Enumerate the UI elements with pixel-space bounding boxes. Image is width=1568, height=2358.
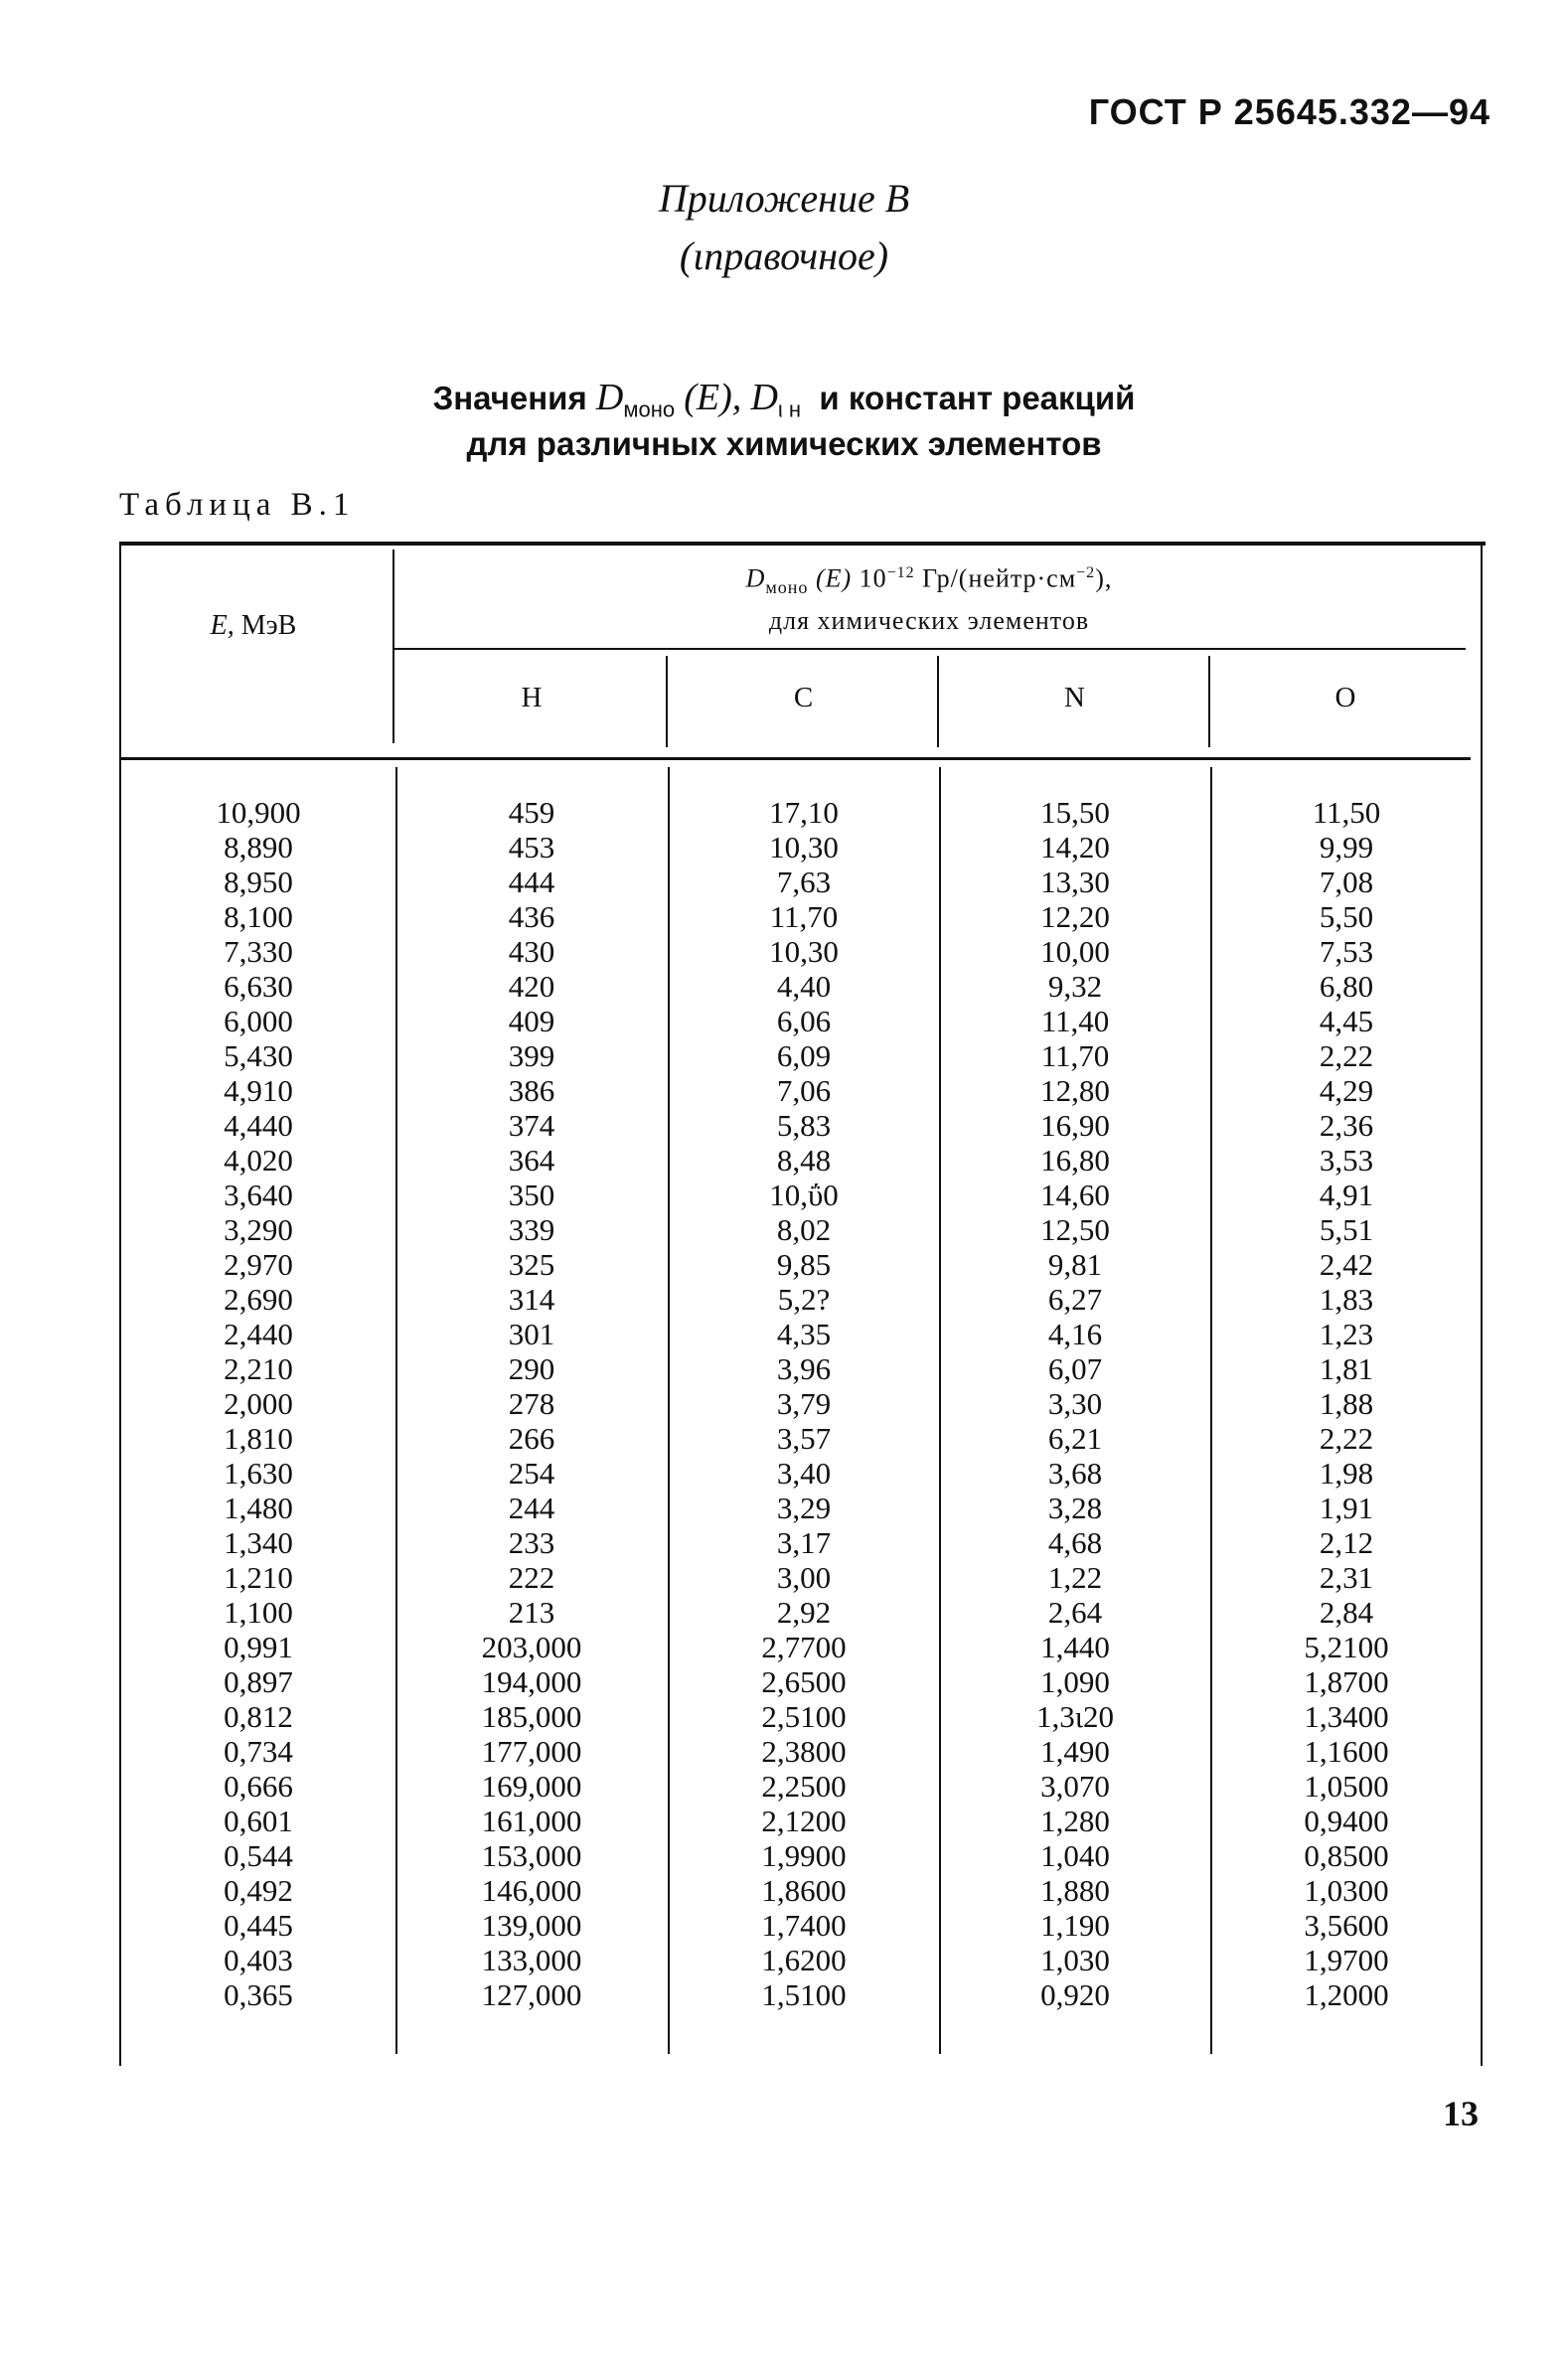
table-cell: 4,29 xyxy=(1319,1073,1374,1108)
table-cell: 3,290 xyxy=(224,1212,293,1247)
table-cell: 2,12 xyxy=(1319,1525,1374,1560)
table-cell: 0,734 xyxy=(224,1734,293,1769)
table-cell: 1,210 xyxy=(224,1560,293,1595)
table-cell: 5,50 xyxy=(1319,899,1374,934)
table-cell: 5,430 xyxy=(224,1038,293,1073)
table-cell: 0,812 xyxy=(224,1699,293,1734)
table-cell: 459 xyxy=(508,795,555,830)
table-cell: 1,280 xyxy=(1040,1804,1110,1838)
table-cell: 0,445 xyxy=(224,1908,293,1943)
table-cell: 5,83 xyxy=(776,1108,832,1143)
table-cell: 4,020 xyxy=(224,1143,293,1178)
table-cell: 4,440 xyxy=(224,1108,293,1143)
table-cell: 3,57 xyxy=(776,1421,832,1456)
table-cell: 2,84 xyxy=(1319,1595,1374,1630)
table-cell: 3,00 xyxy=(776,1560,832,1595)
table-cell: 1,040 xyxy=(1040,1838,1110,1873)
table-cell: 2,3800 xyxy=(761,1734,847,1769)
table-cell: 420 xyxy=(508,969,555,1004)
table-cell: 6,21 xyxy=(1047,1421,1103,1456)
table-cell: 301 xyxy=(508,1317,555,1351)
table-cell: 0,666 xyxy=(224,1769,293,1804)
table-cell: 2,5100 xyxy=(761,1699,847,1734)
table-title-line-2: для различных химических элементов xyxy=(466,425,1102,462)
table-cell: 1,5100 xyxy=(761,1977,847,2012)
table-cell: 0,544 xyxy=(224,1838,293,1873)
table-cell: 350 xyxy=(508,1178,555,1212)
table-right-border xyxy=(1481,546,1483,2066)
table-cell: 177,000 xyxy=(481,1734,582,1769)
table-cell: 2,970 xyxy=(224,1247,293,1282)
table-cell: 6,27 xyxy=(1047,1282,1103,1317)
dose-subscript: моно xyxy=(765,576,809,597)
table-cell: 1,8700 xyxy=(1304,1664,1389,1699)
table-left-border xyxy=(119,546,121,2066)
table-cell: 2,31 xyxy=(1319,1560,1374,1595)
table-cell: 11,70 xyxy=(1040,1038,1110,1073)
dose-header-line-2: для химических элементов xyxy=(768,605,1090,635)
table-cell: 1,630 xyxy=(224,1456,293,1491)
table-cell: 2,7700 xyxy=(761,1630,847,1664)
table-cell: 10,900 xyxy=(216,795,301,830)
table-cell: 0,365 xyxy=(224,1977,293,2012)
table-cell: 1,190 xyxy=(1040,1908,1110,1943)
table-cell: 0,8500 xyxy=(1304,1838,1389,1873)
table-cell: 8,02 xyxy=(776,1212,832,1247)
table-cell: 7,53 xyxy=(1319,934,1374,969)
table-cell: 194,000 xyxy=(481,1664,582,1699)
table-cell: 14,60 xyxy=(1040,1178,1110,1212)
table-cell: 1,2000 xyxy=(1304,1977,1389,2012)
table-cell: 1,340 xyxy=(224,1525,293,1560)
appendix-subtitle: (ιправочное) xyxy=(679,234,889,278)
title-e-argument: (E), xyxy=(684,377,742,418)
energy-column-header xyxy=(119,610,388,642)
table-cell: 133,000 xyxy=(481,1943,582,1977)
table-cell: 1,0500 xyxy=(1304,1769,1389,1804)
dose-symbol: D xyxy=(745,563,766,593)
table-cell: 6,07 xyxy=(1047,1351,1103,1386)
table-top-rule xyxy=(119,542,1486,546)
table-cell: 15,50 xyxy=(1040,795,1110,830)
table-cell: 4,91 xyxy=(1319,1178,1374,1212)
hydrogen-column xyxy=(397,795,666,2012)
column-header-o: O xyxy=(1334,682,1356,713)
table-cell: 233 xyxy=(508,1525,555,1560)
table-cell: 1,9900 xyxy=(761,1838,847,1873)
table-cell: 1,3400 xyxy=(1304,1699,1389,1734)
table-cell: 2,210 xyxy=(224,1351,293,1386)
table-cell: 2,6500 xyxy=(761,1664,847,1699)
table-cell: 278 xyxy=(508,1386,555,1421)
table-cell: 2,000 xyxy=(224,1386,293,1421)
table-cell: 325 xyxy=(508,1247,555,1282)
table-cell: 1,030 xyxy=(1040,1943,1110,1977)
column-header-n: N xyxy=(1064,682,1085,713)
dose-argument: (E) xyxy=(815,563,853,593)
table-cell: 12,20 xyxy=(1040,899,1110,934)
table-cell: 7,63 xyxy=(776,865,832,899)
table-cell: 2,690 xyxy=(224,1282,293,1317)
nitrogen-column xyxy=(941,795,1209,2012)
dose-header-line-1 xyxy=(392,556,1466,604)
title-suffix: и констант реакций xyxy=(819,380,1136,416)
table-cell: 161,000 xyxy=(481,1804,582,1838)
table-cell: 3,29 xyxy=(776,1491,832,1525)
table-cell: 10,30 xyxy=(769,934,839,969)
table-cell: 339 xyxy=(508,1212,555,1247)
table-cell: 0,492 xyxy=(224,1873,293,1908)
table-cell: 0,403 xyxy=(224,1943,293,1977)
table-cell: 6,630 xyxy=(224,969,293,1004)
table-cell: 254 xyxy=(508,1456,555,1491)
table-cell: 1,100 xyxy=(224,1595,293,1630)
table-cell: 3,17 xyxy=(776,1525,832,1560)
table-cell: 6,80 xyxy=(1319,969,1374,1004)
table-cell: 8,950 xyxy=(224,865,293,899)
table-cell: 1,490 xyxy=(1040,1734,1110,1769)
table-cell: 7,330 xyxy=(224,934,293,969)
table-cell: 11,40 xyxy=(1040,1004,1110,1038)
table-cell: 153,000 xyxy=(481,1838,582,1873)
table-cell: 7,08 xyxy=(1319,865,1374,899)
table-cell: 1,090 xyxy=(1040,1664,1110,1699)
column-header-c: C xyxy=(793,682,814,713)
table-title-line-1 xyxy=(0,376,1568,423)
table-cell: 3,53 xyxy=(1319,1143,1374,1178)
table-cell: 444 xyxy=(508,865,555,899)
table-cell: 364 xyxy=(508,1143,555,1178)
table-cell: 16,90 xyxy=(1040,1108,1110,1143)
table-cell: 430 xyxy=(508,934,555,969)
table-cell: 1,91 xyxy=(1319,1491,1374,1525)
table-cell: 3,30 xyxy=(1047,1386,1103,1421)
title-d2-subscript: ι н xyxy=(777,396,802,422)
table-cell: 222 xyxy=(508,1560,555,1595)
table-cell: 314 xyxy=(508,1282,555,1317)
table-cell: 2,440 xyxy=(224,1317,293,1351)
table-cell: 17,10 xyxy=(769,795,839,830)
table-cell: 146,000 xyxy=(481,1873,582,1908)
dose-units-end: ), xyxy=(1095,563,1113,593)
table-cell: 4,910 xyxy=(224,1073,293,1108)
table-cell: 3,070 xyxy=(1040,1769,1110,1804)
table-cell: 290 xyxy=(508,1351,555,1386)
table-cell: 1,7400 xyxy=(761,1908,847,1943)
table-cell: 1,480 xyxy=(224,1491,293,1525)
document-code: ГОСТ Р 25645.332—94 xyxy=(1088,91,1490,132)
table-cell: 1,880 xyxy=(1040,1873,1110,1908)
table-cell: 409 xyxy=(508,1004,555,1038)
table-cell: 2,42 xyxy=(1319,1247,1374,1282)
table-cell: 2,2500 xyxy=(761,1769,847,1804)
table-cell: 12,50 xyxy=(1040,1212,1110,1247)
table-cell: 4,68 xyxy=(1047,1525,1103,1560)
table-cell: 1,1600 xyxy=(1304,1734,1389,1769)
table-cell: 3,40 xyxy=(776,1456,832,1491)
title-d2-symbol: D xyxy=(750,377,778,418)
table-cell: 4,35 xyxy=(776,1317,832,1351)
energy-column xyxy=(139,795,378,2012)
table-cell: 6,06 xyxy=(776,1004,832,1038)
table-cell: 8,48 xyxy=(776,1143,832,1178)
table-cell: 5,2100 xyxy=(1304,1630,1389,1664)
table-cell: 1,6200 xyxy=(761,1943,847,1977)
table-cell: 9,99 xyxy=(1319,830,1374,865)
table-cell: 6,09 xyxy=(776,1038,832,1073)
table-cell: 4,40 xyxy=(776,969,832,1004)
dose-units-exponent: −2 xyxy=(1076,564,1096,581)
table-cell: 5,51 xyxy=(1319,1212,1374,1247)
table-cell: 1,0300 xyxy=(1304,1873,1389,1908)
table-cell: 436 xyxy=(508,899,555,934)
table-cell: 1,8600 xyxy=(761,1873,847,1908)
dose-scale-exponent: −12 xyxy=(886,564,915,581)
table-cell: 2,92 xyxy=(776,1595,832,1630)
table-cell: 2,22 xyxy=(1319,1038,1374,1073)
table-cell: 0,897 xyxy=(224,1664,293,1699)
table-cell: 1,23 xyxy=(1319,1317,1374,1351)
table-cell: 1,3ι20 xyxy=(1035,1699,1115,1734)
table-cell: 8,890 xyxy=(224,830,293,865)
table-cell: 16,80 xyxy=(1040,1143,1110,1178)
energy-symbol: E, xyxy=(210,610,235,641)
table-cell: 9,32 xyxy=(1047,969,1103,1004)
table-cell: 0,9400 xyxy=(1304,1804,1389,1838)
table-cell: 244 xyxy=(508,1491,555,1525)
table-cell: 213 xyxy=(508,1595,555,1630)
table-cell: 1,440 xyxy=(1040,1630,1110,1664)
table-cell: 10,30 xyxy=(769,830,839,865)
table-cell: 2,1200 xyxy=(761,1804,847,1838)
table-cell: 12,80 xyxy=(1040,1073,1110,1108)
table-cell: 10,ΰ0 xyxy=(769,1178,839,1212)
table-cell: 3,96 xyxy=(776,1351,832,1386)
table-cell: 11,50 xyxy=(1312,795,1381,830)
title-prefix: Значения xyxy=(432,380,587,416)
table-cell: 185,000 xyxy=(481,1699,582,1734)
dose-column-group-header xyxy=(392,556,1466,638)
table-cell: 266 xyxy=(508,1421,555,1456)
page-number: 13 xyxy=(1443,2094,1479,2133)
table-cell: 7,06 xyxy=(776,1073,832,1108)
table-cell: 1,88 xyxy=(1319,1386,1374,1421)
table-cell: 4,16 xyxy=(1047,1317,1103,1351)
table-cell: 3,640 xyxy=(224,1178,293,1212)
carbon-column xyxy=(670,795,938,2012)
table-cell: 14,20 xyxy=(1040,830,1110,865)
header-bottom-rule xyxy=(119,757,1471,760)
table-cell: 9,85 xyxy=(776,1247,832,1282)
table-cell: 3,5600 xyxy=(1304,1908,1389,1943)
table-cell: 1,810 xyxy=(224,1421,293,1456)
table-cell: 453 xyxy=(508,830,555,865)
table-cell: 1,9700 xyxy=(1304,1943,1389,1977)
table-cell: 374 xyxy=(508,1108,555,1143)
table-cell: 3,68 xyxy=(1047,1456,1103,1491)
table-cell: 1,98 xyxy=(1319,1456,1374,1491)
table-cell: 3,28 xyxy=(1047,1491,1103,1525)
table-cell: 2,36 xyxy=(1319,1108,1374,1143)
header-subrule xyxy=(392,648,1466,650)
table-cell: 127,000 xyxy=(481,1977,582,2012)
table-cell: 139,000 xyxy=(481,1908,582,1943)
column-header-h: H xyxy=(521,682,543,713)
table-cell: 5,2? xyxy=(777,1282,831,1317)
table-cell: 6,000 xyxy=(224,1004,293,1038)
energy-unit: МэВ xyxy=(240,610,297,641)
table-cell: 9,81 xyxy=(1047,1247,1103,1282)
table-cell: 203,000 xyxy=(481,1630,582,1664)
table-cell: 13,30 xyxy=(1040,865,1110,899)
table-cell: 169,000 xyxy=(481,1769,582,1804)
table-cell: 10,00 xyxy=(1040,934,1110,969)
title-d-subscript: моно xyxy=(623,396,676,422)
dose-units: Гр/(нейтр·см xyxy=(922,563,1077,593)
table-cell: 0,991 xyxy=(224,1630,293,1664)
title-d-symbol: D xyxy=(595,377,624,418)
table-cell: 8,100 xyxy=(224,899,293,934)
table-cell: 1,83 xyxy=(1319,1282,1374,1317)
table-cell: 0,920 xyxy=(1040,1977,1110,2012)
table-cell: 2,22 xyxy=(1319,1421,1374,1456)
table-cell: 1,22 xyxy=(1047,1560,1103,1595)
oxygen-column xyxy=(1212,795,1481,2012)
table-cell: 399 xyxy=(508,1038,555,1073)
appendix-title: Приложение В xyxy=(658,176,910,221)
table-cell: 2,64 xyxy=(1047,1595,1103,1630)
table-cell: 11,70 xyxy=(769,899,839,934)
table-cell: 1,81 xyxy=(1319,1351,1374,1386)
table-cell: 386 xyxy=(508,1073,555,1108)
table-cell: 0,601 xyxy=(224,1804,293,1838)
table-label: Таблица В.1 xyxy=(119,487,356,523)
table-cell: 4,45 xyxy=(1319,1004,1374,1038)
table-cell: 3,79 xyxy=(776,1386,832,1421)
dose-scale: 10 xyxy=(859,563,887,593)
